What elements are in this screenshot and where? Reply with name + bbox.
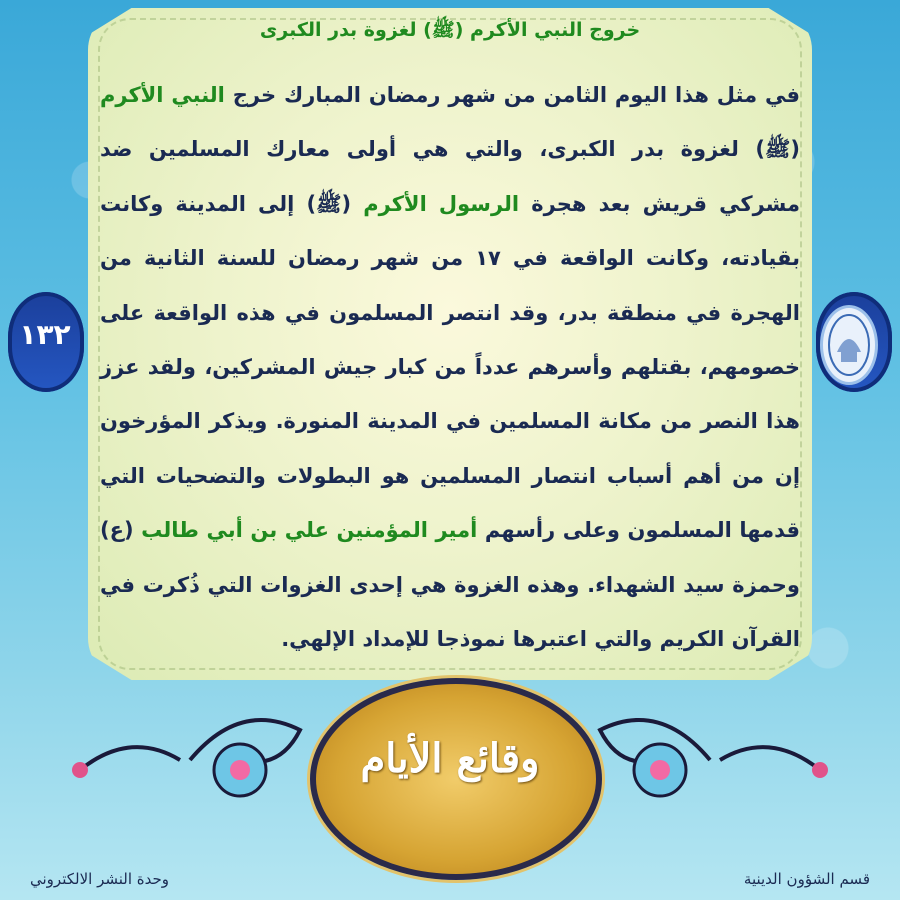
body-text: ويذكر المؤرخون إن من أهم أسباب انتصار المسلمين هو البطولات	[100, 409, 801, 488]
footer-department: قسم الشؤون الدينية	[743, 870, 870, 888]
seal-icon	[820, 305, 878, 385]
body-text: (ﷺ) إلى المدينة وكانت	[100, 191, 364, 216]
highlight-text: أمير المؤمنين علي بن	[250, 518, 478, 543]
body-text: الهجرة في منطقة بدر، وقد انتصر المسلمون في هذه الواقعة على	[100, 300, 800, 325]
body-text: التي ذُكرت في القرآن الكريم والتي اعتبرها نموذجا للإمداد الإلهي.	[100, 572, 800, 652]
body-text: (ع) وحمزة سيد الشهداء. وهذه الغزوة هي إحدى الغزوات	[100, 518, 800, 597]
body-text: بقيادته، وكانت الواقعة في ١٧ من شهر رمضان للسنة الثانية من	[100, 246, 800, 271]
body-text: في مثل هذا اليوم الثامن من شهر رمضان المبارك خرج	[224, 83, 800, 107]
body-text: والتضحيات التي قدمها المسلمون وعلى رأسهم	[100, 463, 801, 543]
highlight-text: أبي طالب	[141, 518, 243, 543]
body-text: ولقد عزز هذا النصر من مكانة المسلمين في المدينة المنورة.	[100, 355, 800, 434]
footer-publisher: وحدة النشر الالكتروني	[30, 870, 170, 888]
highlight-text: النبي الأكرم	[100, 83, 225, 107]
cartouche-title: وقائع الأيام	[360, 735, 540, 782]
highlight-text: الرسول الأكرم	[363, 191, 520, 216]
article-body	[100, 68, 800, 666]
body-text: (ﷺ) لغزوة بدر الكبرى، والتي هي أولى معارك المسلمين ضد	[100, 137, 800, 162]
body-text: مشركي قريش بعد هجرة	[519, 191, 801, 216]
page-title: خروج النبي الأكرم (ﷺ) لغزوة بدر الكبرى	[259, 19, 641, 41]
body-text: خصومهم، بقتلهم وأسرهم عدداً من كبار جيش المشركين،	[204, 355, 800, 380]
page-number: ١٣٢	[19, 318, 71, 351]
